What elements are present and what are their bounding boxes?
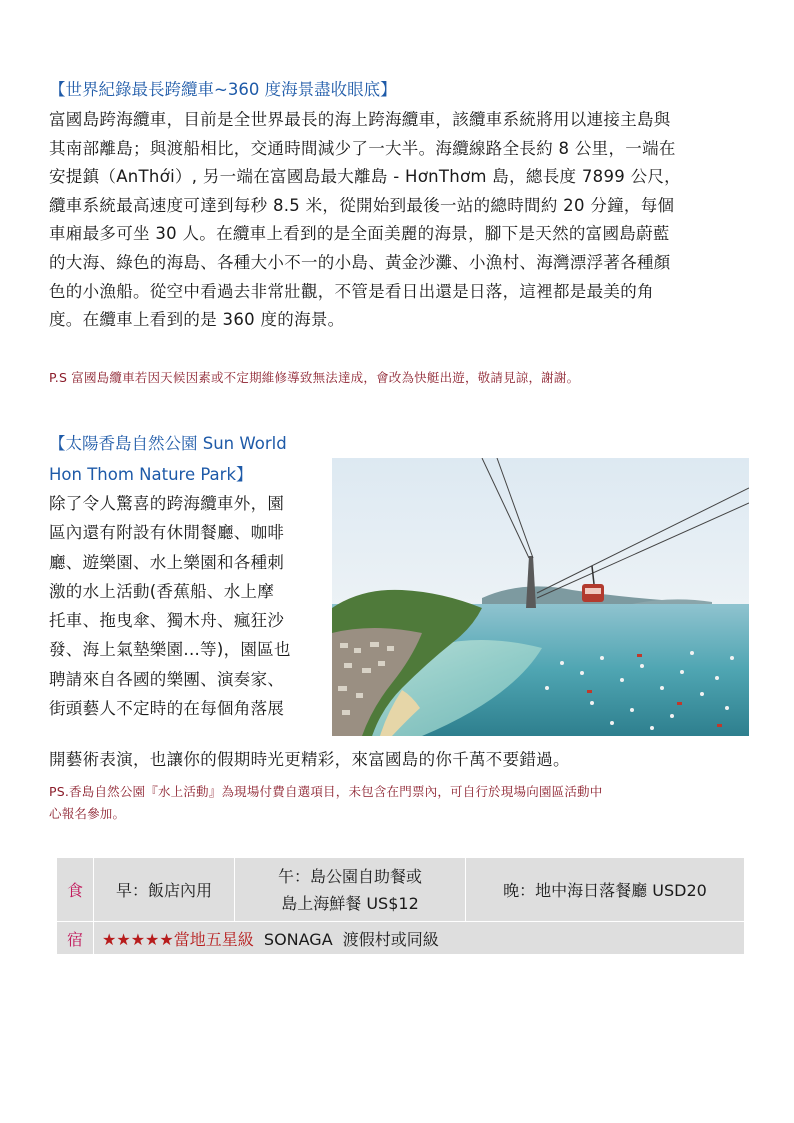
- section2-line: 街頭藝人不定時的在每個角落展: [49, 699, 285, 719]
- section1-line: 度。在纜車上看到的是 360 度的海景。: [49, 310, 345, 330]
- section2-heading: [49, 428, 287, 490]
- section1-note: [49, 367, 579, 389]
- section1-line: 的大海、綠色的海島、各種大小不一的小島、黃金沙灘、小漁村、海灣漂浮著各種顏: [49, 252, 671, 272]
- section2-line: 發、海上氣墊樂園...等)，園區也: [49, 640, 291, 660]
- section2-note: [49, 781, 602, 825]
- hotel-star-rating: ★★★★★當地五星級: [102, 929, 254, 949]
- cable-car-photo: [332, 458, 749, 736]
- section2-body: [49, 489, 291, 723]
- hotel-cell: [94, 922, 745, 955]
- section1-line: 色的小漁船。從空中看過去非常壯觀，不管是看日出還是日落，這裡都是最美的角: [49, 281, 654, 301]
- section2-note-line: 心報名參加。: [49, 806, 126, 821]
- section2-line: 區內還有附設有休閒餐廳、咖啡: [49, 523, 285, 543]
- section2-line: 除了令人驚喜的跨海纜車外，園: [49, 494, 285, 513]
- section2-heading-line1: 【太陽香島自然公園 Sun World: [49, 434, 287, 453]
- section2-line: 激的水上活動(香蕉船、水上摩: [49, 581, 275, 601]
- section1-line: 安提鎮（AnThới）, 另一端在富國島最大離島 - HơnThơm 島，總長度 7899 公尺，: [49, 167, 681, 187]
- hotel-name: SONAGA 渡假村或同級: [253, 929, 439, 949]
- lunch-cell: [235, 858, 466, 922]
- section2-last-line: 開藝術表演，也讓你的假期時光更精彩，來富國島的你千萬不要錯過。: [49, 750, 570, 769]
- lunch-line2: 島上海鮮餐 US$12: [281, 893, 419, 913]
- lunch-line1: 午：島公園自助餐或: [277, 866, 422, 886]
- section2-line: 廳、遊樂園、水上樂園和各種刺: [49, 552, 285, 572]
- section2-line: 托車、拖曳傘、獨木舟、瘋狂沙: [49, 611, 285, 631]
- meal-row: [57, 858, 745, 922]
- section1-heading: 【世界紀錄最長跨纜車~360 度海景盡收眼底】: [49, 80, 397, 99]
- hotel-row: [57, 922, 745, 955]
- meal-label: 食: [57, 858, 94, 922]
- section2-heading-line2: Hon Thom Nature Park】: [49, 465, 253, 484]
- section1-note-text: P.S 富國島纜車若因天候因素或不定期維修導致無法達成，會改為快艇出遊，敬請見諒，謝謝。: [49, 370, 580, 385]
- hotel-label: 宿: [57, 922, 94, 955]
- section2-note-line: PS.香島自然公園『水上活動』為現場付費自選項目，未包含在門票內，可自行於現場向園區活動中: [49, 784, 603, 799]
- section2-line: 聘請來自各國的樂團、演奏家、: [49, 669, 285, 689]
- meal-hotel-table: [56, 857, 745, 955]
- cabin-window: [585, 588, 601, 594]
- section1-line: 其南部離島；與渡船相比，交通時間減少了一大半。海纜線路全長約 8 公里，一端在: [49, 138, 676, 158]
- dinner-cell: 晚：地中海日落餐廳 USD20: [466, 858, 745, 922]
- section1-line: 富國島跨海纜車，目前是全世界最長的海上跨海纜車，該纜車系統將用以連接主島與: [49, 110, 671, 129]
- section1-line: 車廂最多可坐 30 人。在纜車上看到的是全面美麗的海景，腳下是天然的富國島蔚藍: [49, 224, 670, 244]
- section1-line: 纜車系統最高速度可達到每秒 8.5 米，從開始到最後一站的總時間約 20 分鐘，每個: [49, 195, 675, 215]
- section1-body: [49, 106, 681, 335]
- breakfast-cell: 早：飯店內用: [94, 858, 235, 922]
